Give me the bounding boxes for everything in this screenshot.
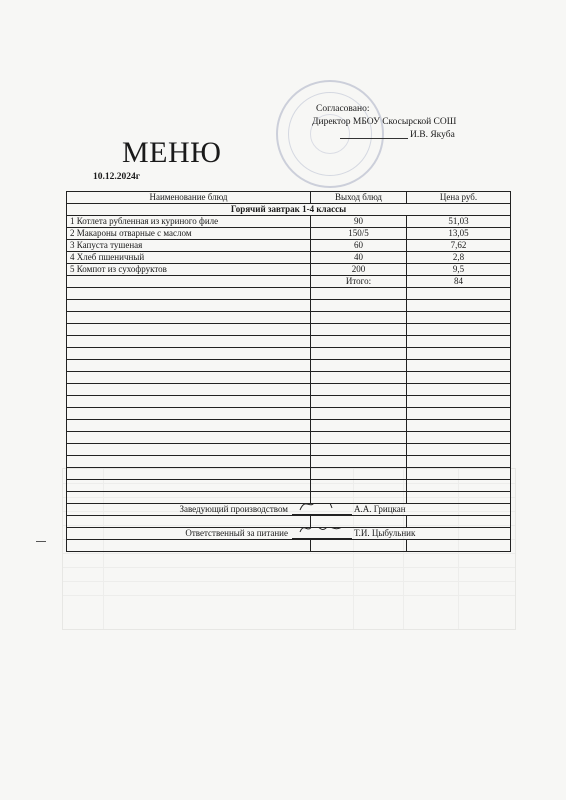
menu-table bbox=[66, 191, 511, 552]
table-row bbox=[67, 240, 511, 252]
dish-price: 9,5 bbox=[407, 264, 511, 276]
approval-director: Директор МБОУ Скосырской СОШ bbox=[312, 117, 457, 127]
signature-row-head bbox=[67, 504, 511, 516]
dish-name: 3 Капуста тушеная bbox=[67, 240, 311, 252]
dish-price: 2,8 bbox=[407, 252, 511, 264]
blank-row bbox=[67, 408, 511, 420]
responsible-signature bbox=[292, 528, 352, 539]
dish-name: 2 Макароны отварные с маслом bbox=[67, 228, 311, 240]
blank-row bbox=[67, 540, 511, 552]
blank-row bbox=[67, 312, 511, 324]
head-of-production-name: А.А. Грицкан bbox=[354, 504, 406, 514]
approval-block bbox=[312, 103, 456, 142]
dish-name: 1 Котлета рубленная из куриного филе bbox=[67, 216, 311, 228]
section-title: Горячий завтрак 1-4 классы bbox=[67, 204, 511, 216]
blank-row bbox=[67, 372, 511, 384]
scan-mark bbox=[36, 541, 46, 542]
dish-portion: 200 bbox=[311, 264, 407, 276]
blank-row bbox=[67, 468, 511, 480]
dish-name: 4 Хлеб пшеничный bbox=[67, 252, 311, 264]
table-row bbox=[67, 264, 511, 276]
header-dish-name: Наименование блюд bbox=[67, 192, 311, 204]
section-row bbox=[67, 204, 511, 216]
blank-row bbox=[67, 420, 511, 432]
blank-row bbox=[67, 348, 511, 360]
table-row bbox=[67, 216, 511, 228]
total-row bbox=[67, 276, 511, 288]
director-signature bbox=[340, 138, 408, 139]
blank-row bbox=[67, 516, 511, 528]
dish-name: 5 Компот из сухофруктов bbox=[67, 264, 311, 276]
table-row bbox=[67, 252, 511, 264]
dish-price: 13,05 bbox=[407, 228, 511, 240]
blank-row bbox=[67, 480, 511, 492]
dish-price: 51,03 bbox=[407, 216, 511, 228]
dish-portion: 90 bbox=[311, 216, 407, 228]
dish-price: 7,62 bbox=[407, 240, 511, 252]
head-signature bbox=[292, 504, 352, 515]
blank-row bbox=[67, 300, 511, 312]
signature-row-responsible bbox=[67, 528, 511, 540]
responsible-role: Ответственный за питание bbox=[185, 528, 288, 538]
total-label: Итого: bbox=[311, 276, 407, 288]
approval-signature-line bbox=[340, 129, 456, 142]
total-value: 84 bbox=[407, 276, 511, 288]
header-price: Цена руб. bbox=[407, 192, 511, 204]
head-of-production-role: Заведующий производством bbox=[179, 504, 288, 514]
blank-row bbox=[67, 492, 511, 504]
table-header-row bbox=[67, 192, 511, 204]
menu-date: 10.12.2024г bbox=[93, 172, 141, 182]
dish-portion: 60 bbox=[311, 240, 407, 252]
header-portion: Выход блюд bbox=[311, 192, 407, 204]
page-title: МЕНЮ bbox=[122, 136, 222, 169]
total-empty-cell bbox=[67, 276, 311, 288]
approval-agreed: Согласовано: bbox=[316, 104, 370, 114]
blank-row bbox=[67, 444, 511, 456]
responsible-name: Т.И. Цыбульник bbox=[354, 528, 416, 538]
table-row bbox=[67, 228, 511, 240]
blank-row bbox=[67, 288, 511, 300]
blank-row bbox=[67, 360, 511, 372]
director-name: И.В. Якуба bbox=[410, 130, 455, 140]
blank-row bbox=[67, 384, 511, 396]
dish-portion: 150/5 bbox=[311, 228, 407, 240]
blank-row bbox=[67, 396, 511, 408]
blank-row bbox=[67, 324, 511, 336]
blank-row bbox=[67, 432, 511, 444]
blank-row bbox=[67, 456, 511, 468]
blank-row bbox=[67, 336, 511, 348]
dish-portion: 40 bbox=[311, 252, 407, 264]
